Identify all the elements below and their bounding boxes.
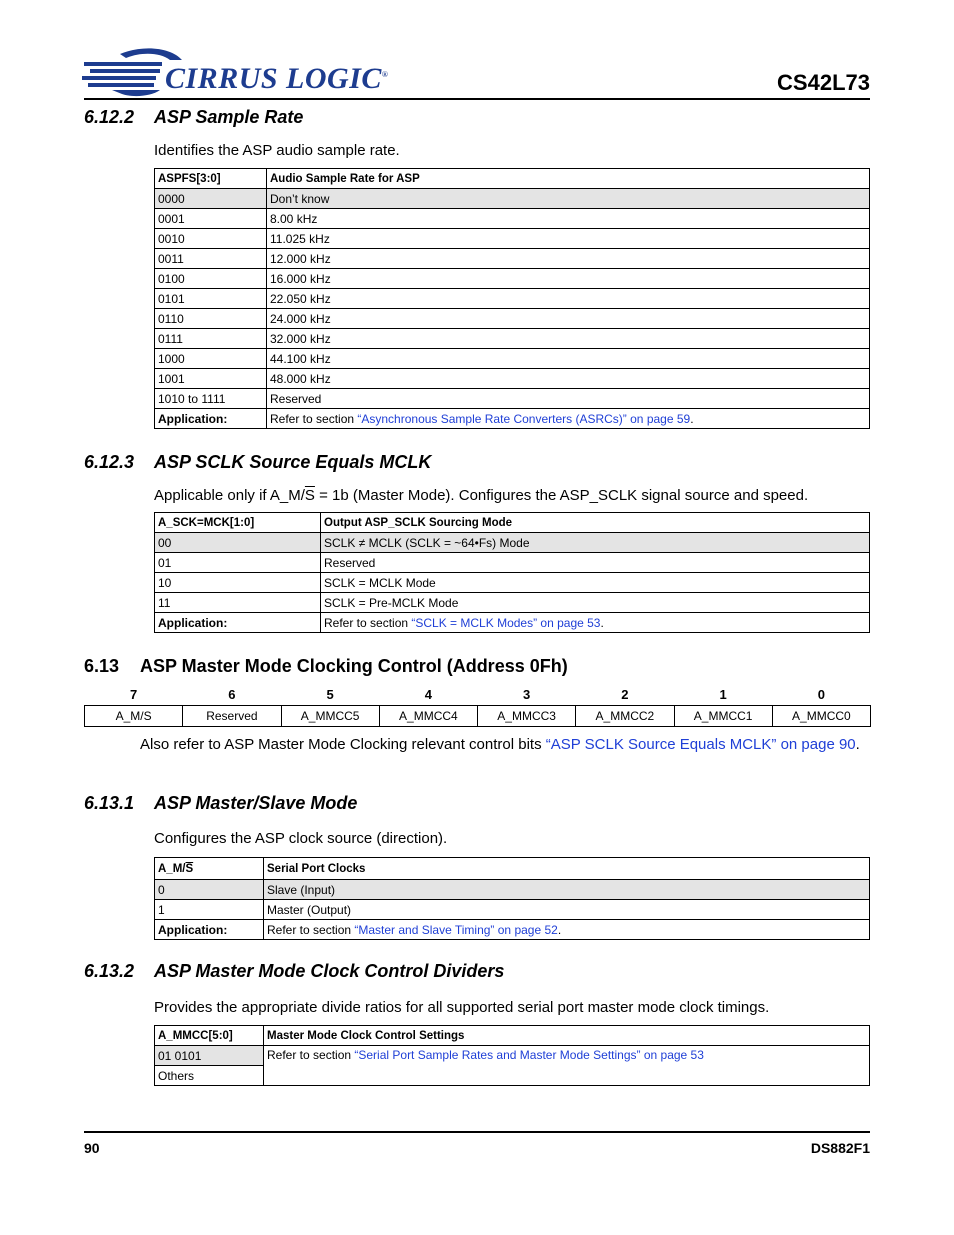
table-cell: 1000 [155,349,267,369]
bit-field: A_M/S [85,706,183,727]
table-row [155,349,870,369]
table-cell: Refer to section “Serial Port Sample Rates and Master Mode Settings” on page 53 [264,1046,870,1086]
table-cell: 1010 to 1111 [155,389,267,409]
footer-rule [84,1131,870,1133]
bit-field: A_MMCC0 [772,706,870,727]
bit-number: 7 [130,686,138,702]
application-text: Refer to section “Asynchronous Sample Rate Converters (ASRCs)” on page 59. [267,409,870,429]
column-header: Master Mode Clock Control Settings [264,1026,870,1046]
table-row [155,533,870,553]
bit-number: 3 [523,686,531,702]
section-heading-asp-sample-rate: 6.12.2 ASP Sample Rate [84,107,304,127]
bit-field: Reserved [183,706,281,727]
table-row [155,389,870,409]
cross-ref-link[interactable]: “Serial Port Sample Rates and Master Mode Settings” on page 53 [354,1048,704,1062]
table-cell: Don’t know [267,189,870,209]
cross-ref-link[interactable]: “Master and Slave Timing” on page 52 [354,922,558,937]
column-header: ASPFS[3:0] [155,169,267,189]
table-cell: 01 [155,553,321,573]
page-number: 90 [84,1140,100,1156]
sclk-mode-table [154,512,870,633]
table-cell: Reserved [267,389,870,409]
header-rule [84,98,870,100]
table-row [155,573,870,593]
column-header: A_MMCC[5:0] [155,1026,264,1046]
table-row [155,369,870,389]
application-row [155,920,870,940]
table-row [155,249,870,269]
table-header-row [155,169,870,189]
bit-field-row [85,706,871,727]
table-cell: 11.025 kHz [267,229,870,249]
column-header: A_SCK=MCK[1:0] [155,513,321,533]
aspfs-table [154,168,870,429]
table-row [155,553,870,573]
document-id: DS882F1 [810,1140,870,1156]
table-cell: 0100 [155,269,267,289]
section-heading-clock-dividers: 6.13.2 ASP Master Mode Clock Control Dividers [84,961,505,981]
table-row [155,289,870,309]
application-label: Application: [155,613,321,633]
table-cell: Master (Output) [264,900,870,920]
table-cell: 16.000 kHz [267,269,870,289]
table-cell: 0000 [155,189,267,209]
table-cell: SCLK = MCLK Mode [321,573,870,593]
bit-number: 5 [326,686,334,702]
table-cell: 48.000 kHz [267,369,870,389]
mmcc-table [154,1025,870,1086]
bit-number: 0 [817,686,825,702]
table-row [155,309,870,329]
table-cell: 00 [155,533,321,553]
table-row [155,880,870,900]
table-cell: 1 [155,900,264,920]
cross-ref-link[interactable]: “Asynchronous Sample Rate Converters (ASRCs)” on page 59 [357,411,691,426]
application-text: Refer to section “SCLK = MCLK Modes” on page 53. [321,613,870,633]
table-row [155,269,870,289]
application-row [155,409,870,429]
register-bit-map [84,683,871,727]
bit-field: A_MMCC1 [674,706,772,727]
cross-ref-link[interactable]: “ASP SCLK Source Equals MCLK” on page 90 [545,736,856,753]
table-cell: 1001 [155,369,267,389]
master-slave-table [154,857,870,940]
table-row [155,189,870,209]
bit-number-row [85,683,871,706]
table-row [155,1046,870,1066]
table-cell: 0101 [155,289,267,309]
bit-field: A_MMCC5 [281,706,379,727]
bit-number: 4 [424,686,432,702]
section-heading-master-slave-mode: 6.13.1 ASP Master/Slave Mode [84,793,358,813]
table-row [155,329,870,349]
table-cell: Slave (Input) [264,880,870,900]
cross-reference-note: Also refer to ASP Master Mode Clocking relevant control bits “ASP SCLK Source Equals MCLK” on page 90. [140,736,860,753]
table-cell: Reserved [321,553,870,573]
table-cell: SCLK ≠ MCLK (SCLK = ~64•Fs) Mode [321,533,870,553]
column-header: Audio Sample Rate for ASP [267,169,870,189]
bit-field: A_MMCC2 [576,706,674,727]
bit-field: A_MMCC3 [478,706,576,727]
application-label: Application: [155,409,267,429]
bit-number: 1 [719,686,727,702]
bit-number: 6 [228,686,236,702]
table-header-row [155,1026,870,1046]
logo-wordmark: CIRRUS LOGIC® [165,62,389,95]
section-heading-master-mode-clocking: 6.13 ASP Master Mode Clocking Control (Address 0Fh) [84,656,568,676]
section-description: Configures the ASP clock source (direction). [154,830,448,847]
bit-field: A_MMCC4 [379,706,477,727]
table-cell: 11 [155,593,321,613]
cross-ref-link[interactable]: “SCLK = MCLK Modes” on page 53 [411,615,601,630]
table-cell: 0110 [155,309,267,329]
table-cell: 44.100 kHz [267,349,870,369]
table-cell: 8.00 kHz [267,209,870,229]
table-row [155,229,870,249]
table-cell: 0111 [155,329,267,349]
bit-number: 2 [621,686,629,702]
column-header: Output ASP_SCLK Sourcing Mode [321,513,870,533]
table-cell: 12.000 kHz [267,249,870,269]
table-row [155,209,870,229]
column-header: $A\_M/\overline{S}$ [155,858,264,880]
section-description: Applicable only if $A\_M/\overline{S} = 1b$ (Master Mode). Configures the ASP_SCLK signal source and speed. [154,487,809,504]
application-label: Application: [155,920,264,940]
table-cell: SCLK = Pre-MCLK Mode [321,593,870,613]
table-cell: 0 [155,880,264,900]
table-cell: 24.000 kHz [267,309,870,329]
section-description: Identifies the ASP audio sample rate. [154,142,400,159]
table-cell: 0001 [155,209,267,229]
table-cell: 32.000 kHz [267,329,870,349]
table-header-row [155,513,870,533]
table-header-row [155,858,870,880]
table-row [155,593,870,613]
table-cell: 01 0101 [155,1046,264,1066]
chip-title: CS42L73 [777,70,870,95]
table-row [155,900,870,920]
section-heading-asp-sclk-source: 6.12.3 ASP SCLK Source Equals MCLK [84,452,432,472]
section-description: Provides the appropriate divide ratios for all supported serial port master mode clock timings. [154,999,770,1016]
table-cell: 0011 [155,249,267,269]
table-cell: 10 [155,573,321,593]
table-cell: Others [155,1066,264,1086]
column-header: Serial Port Clocks [264,858,870,880]
table-cell: 22.050 kHz [267,289,870,309]
table-cell: 0010 [155,229,267,249]
application-row [155,613,870,633]
application-text: Refer to section “Master and Slave Timing” on page 52. [264,920,870,940]
